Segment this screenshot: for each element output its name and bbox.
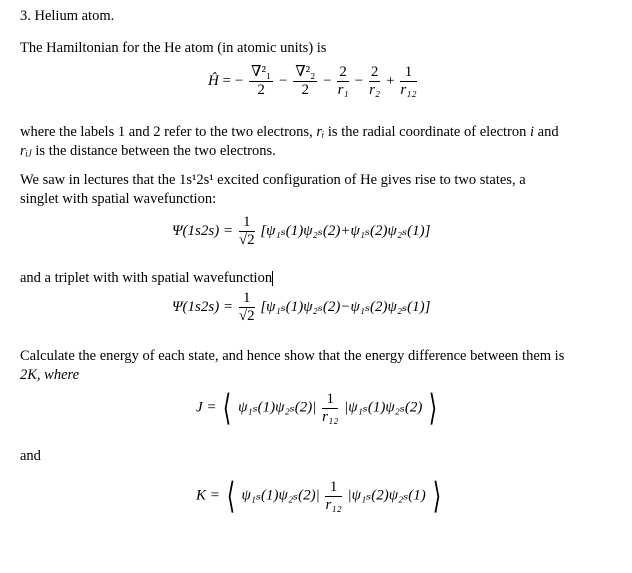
- singlet-equation: [172, 214, 430, 249]
- calculate-line-1: Calculate the energy of each state, and hence show that the energy difference between them is: [20, 348, 565, 364]
- j-operator: $\frac{1}{\text{r₁₂}}$: [322, 390, 339, 425]
- k-operator: $\frac{1}{\text{r₁₂}}$: [325, 478, 342, 513]
- left-angle-bracket: ⟨: [223, 388, 232, 428]
- j-lhs: J =: [196, 399, 217, 416]
- triplet-intro: and a triplet with with spatial wavefunction: [20, 270, 273, 286]
- exchange-integral: [196, 478, 444, 514]
- repulsion-term: $\frac{1}{\text{r₁₂}}$: [400, 64, 417, 98]
- where-line-1: where the labels 1 and 2 refer to the two electrons, rᵢ is the radial coordinate of electron i and: [20, 124, 559, 140]
- plus-sign: +: [386, 72, 395, 89]
- j-bra: ψ₁ₛ(1)ψ₂ₛ(2)|: [238, 399, 317, 416]
- j-ket: |ψ₁ₛ(1)ψ₂ₛ(2): [344, 399, 423, 416]
- singlet-combination: [ψ₁ₛ(1)ψ₂ₛ(2)+ψ₁ₛ(2)ψ₂ₛ(1)]: [260, 222, 431, 239]
- hamiltonian-equation: [208, 64, 419, 99]
- singlet-lhs: Ψ(1s2s) =: [172, 222, 234, 239]
- lecture-line-2: singlet with spatial wavefunction:: [20, 191, 217, 207]
- normalization-factor: $\frac{1}{√2}$: [238, 214, 255, 248]
- lecture-line-1: We saw in lectures that the 1s¹2s¹ excited configuration of He gives rise to two states, a: [20, 172, 526, 188]
- equals-sign: =: [222, 72, 232, 89]
- hamiltonian-lhs: Ĥ: [208, 72, 219, 89]
- coulomb-integral: [196, 390, 440, 426]
- intro-text: The Hamiltonian for the He atom (in atomic units) is: [20, 40, 327, 56]
- nuclear-term-1: $\frac{2}{\text{r₁}}$: [337, 64, 349, 98]
- minus-sign: −: [278, 72, 288, 89]
- k-ket: |ψ₁ₛ(2)ψ₂ₛ(1): [347, 487, 426, 504]
- minus-sign: −: [323, 72, 332, 89]
- minus-sign: −: [234, 72, 244, 89]
- right-angle-bracket: ⟩: [428, 388, 438, 428]
- left-angle-bracket: ⟨: [226, 476, 235, 516]
- where-line-2: rᵢⱼ is the distance between the two electrons.: [20, 143, 276, 159]
- kinetic-term-1: $\frac{\text{∇²₁}}{2}$: [251, 64, 272, 98]
- triplet-lhs: Ψ(1s2s) =: [172, 298, 234, 315]
- minus-sign: −: [354, 72, 364, 89]
- normalization-factor: $\frac{1}{√2}$: [238, 290, 255, 324]
- k-bra: ψ₁ₛ(1)ψ₂ₛ(2)|: [241, 487, 320, 504]
- triplet-equation: [172, 290, 430, 325]
- kinetic-term-2: $\frac{\text{∇²₂}}{2}$: [295, 64, 316, 98]
- triplet-combination: [ψ₁ₛ(1)ψ₂ₛ(2)−ψ₁ₛ(2)ψ₂ₛ(1)]: [260, 298, 431, 315]
- problem-heading: 3. Helium atom.: [20, 8, 115, 24]
- text-cursor: [272, 271, 273, 286]
- and-text: and: [20, 448, 41, 464]
- right-angle-bracket: ⟩: [432, 476, 441, 516]
- k-lhs: K =: [196, 487, 220, 504]
- calculate-line-2: 2K, where: [20, 367, 80, 383]
- nuclear-term-2: $\frac{2}{\text{r₂}}$: [369, 64, 381, 98]
